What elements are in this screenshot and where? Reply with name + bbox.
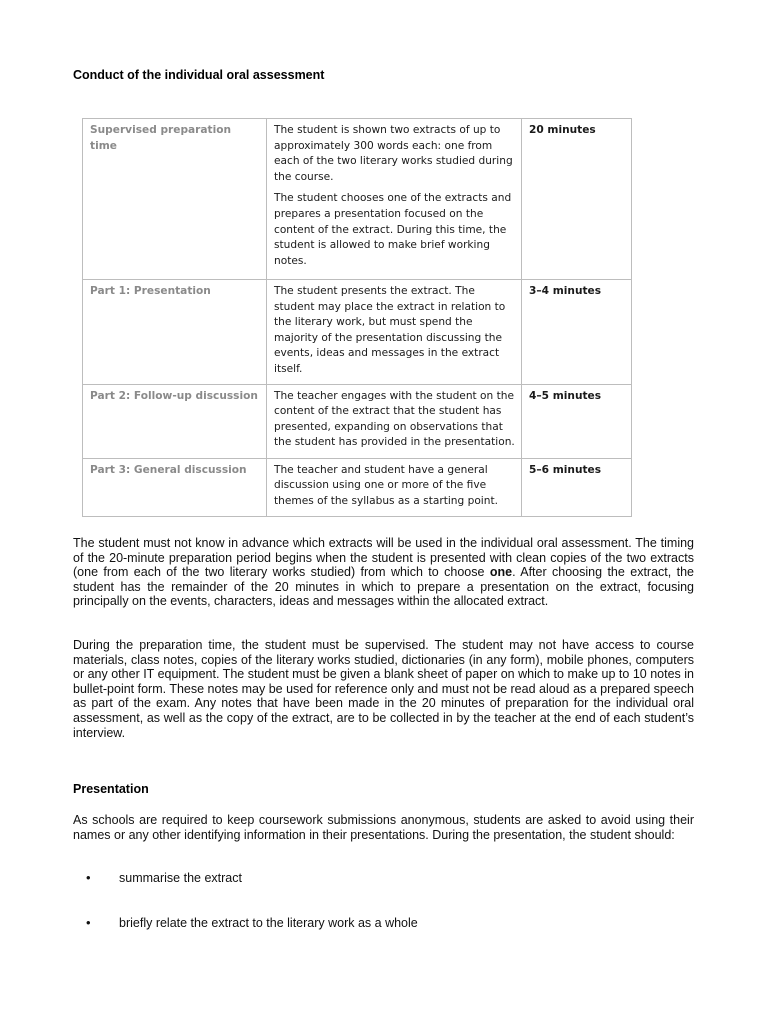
bullet-glyph: • xyxy=(86,915,91,930)
description-cell xyxy=(267,458,522,516)
paragraph-text: The student must not know in advance which extracts will be used in the individual oral assessment. The timing of the 20-minute preparation period begins when the student is presented with clean copies of the two extracts (one from each of the two literary works studied) from which to choose xyxy=(73,536,694,580)
description-text: The student presents the extract. The student may place the extract in relation to the literary work, but must spend the majority of the presentation discussing the events, ideas and messages in the extract itself. xyxy=(274,285,506,375)
table-row xyxy=(83,384,632,458)
description-text: The teacher engages with the student on the content of the extract that the student has presented, expanding on observations that the student has provided in the presentation. xyxy=(274,389,515,449)
list-item-text: summarise the extract xyxy=(119,871,242,885)
table-row xyxy=(83,119,632,280)
presentation-heading: Presentation xyxy=(73,782,149,796)
bullet-glyph: • xyxy=(86,870,91,885)
description-text: The student chooses one of the extracts and prepares a presentation focused on the content of the extract. During this time, the student is allowed to make brief working notes. xyxy=(274,192,512,267)
part-cell: Supervised preparation time xyxy=(83,119,267,280)
time-cell: 4–5 minutes xyxy=(522,384,632,458)
body-paragraph-extracts xyxy=(73,536,694,609)
part-cell: Part 3: General discussion xyxy=(83,458,267,516)
time-cell: 5–6 minutes xyxy=(522,458,632,516)
description-cell xyxy=(267,280,522,385)
paragraph-text: . After choosing the extract, the student has the remainder of the 20 minutes in which to prepare a presentation on the extract, focusing principally on the events, characters, ideas and messages within the allocated extract. xyxy=(73,565,694,609)
time-cell: 3–4 minutes xyxy=(522,280,632,385)
list-item-text: briefly relate the extract to the literary work as a whole xyxy=(119,916,418,930)
table-row xyxy=(83,280,632,385)
body-paragraph-supervision: During the preparation time, the student must be supervised. The student may not have access to course materials, class notes, copies of the literary works studied, dictionaries (in any form), mobile phones, computers or any other IT equipment. The student must be given a blank sheet of paper on which to make up to 10 notes in bullet-point form. These notes may be used for reference only and must not be read aloud as a prepared speech as part of the exam. Any notes that have been made in the 20 minutes of preparation for the individual oral assessment, as well as the copy of the extract, are to be collected in by the teacher at the end of each student’s interview. xyxy=(73,638,694,740)
description-cell xyxy=(267,119,522,280)
section-heading: Conduct of the individual oral assessment xyxy=(73,68,325,82)
description-text: The student is shown two extracts of up to approximately 300 words each: one from each of the two literary works studied during the course. xyxy=(274,124,513,183)
emphasis-one: one xyxy=(489,565,513,580)
description-cell xyxy=(267,384,522,458)
time-cell: 20 minutes xyxy=(522,119,632,280)
description-text: The teacher and student have a general discussion using one or more of the five themes of the syllabus as a starting point. xyxy=(274,463,498,507)
table-row xyxy=(83,458,632,516)
assessment-table xyxy=(82,118,632,517)
part-cell: Part 1: Presentation xyxy=(83,280,267,385)
part-cell: Part 2: Follow-up discussion xyxy=(83,384,267,458)
presentation-intro: As schools are required to keep coursework submissions anonymous, students are asked to avoid using their names or any other identifying information in their presentations. During the presentation, the student should: xyxy=(73,813,694,842)
